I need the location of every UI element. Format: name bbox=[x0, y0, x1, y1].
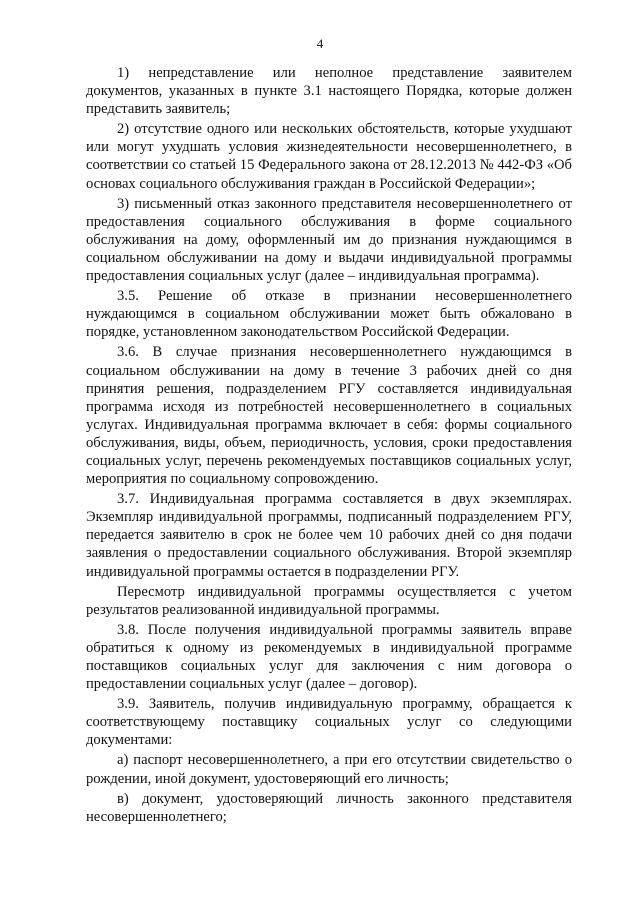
paragraph-item-a: а) паспорт несовершеннолетнего, а при его отсутствии свидетельство о рождении, иной документ, удостоверяющий его личность; bbox=[86, 752, 572, 787]
paragraph-item-3: 3) письменный отказ законного представителя несовершеннолетнего от предоставления социального обслуживания в форме социального обслуживания на дому, оформленный им до признания нуждающимся в социальном обслуживании на дому и выдачи индивидуальной программы предоставления социальных услуг (далее – индивидуальная программа). bbox=[86, 195, 572, 285]
paragraph-3-5: 3.5. Решение об отказе в признании несовершеннолетнего нуждающимся в социальном обслуживании может быть обжаловано в порядке, установленном законодательством Российской Федерации. bbox=[86, 288, 572, 341]
page-number: 4 bbox=[316, 36, 324, 51]
paragraph-item-v: в) документ, удостоверяющий личность законного представителя несовершеннолетнего; bbox=[86, 790, 572, 825]
document-body bbox=[86, 64, 572, 826]
paragraph-3-9: 3.9. Заявитель, получив индивидуальную программу, обращается к соответствующему поставщику социальных услуг со следующими документами: bbox=[86, 696, 572, 749]
paragraph-item-1: 1) непредставление или неполное представление заявителем документов, указанных в пункте 3.1 настоящего Порядка, которые должен представить заявитель; bbox=[86, 65, 572, 118]
paragraph-revision: Пересмотр индивидуальной программы осуществляется с учетом результатов реализованной индивидуальной программы. bbox=[86, 583, 572, 618]
paragraph-3-8: 3.8. После получения индивидуальной программы заявитель вправе обратиться к одному из рекомендуемых в индивидуальной программе поставщиков социальных услуг для заключения с ним договора о предоставлении социальных услуг (далее – договор). bbox=[86, 621, 572, 693]
paragraph-3-6: 3.6. В случае признания несовершеннолетнего нуждающимся в социальном обслуживании на дому в течение 3 рабочих дней со дня принятия решения, подразделением РГУ составляется индивидуальная программа исходя из потребностей несовершеннолетнего в социальных услугах. Индивидуальная программа включает в себя: формы социального обслуживания, виды, объем, периодичность, условия, сроки предоставления социальных услуг, перечень рекомендуемых поставщиков социальных услуг, мероприятия по социальному сопровождению. bbox=[86, 344, 572, 488]
paragraph-item-2: 2) отсутствие одного или нескольких обстоятельств, которые ухудшают или могут ухудшать условия жизнедеятельности несовершеннолетнего, в соответствии со статьей 15 Федерального закона от 28.12.2013 № 442-ФЗ «Об основах социального обслуживания граждан в Российской Федерации»; bbox=[86, 121, 572, 192]
paragraph-3-7: 3.7. Индивидуальная программа составляется в двух экземплярах. Экземпляр индивидуальной программы, подписанный подразделением РГУ, передается заявителю в срок не более чем 10 рабочих дней со дня подачи заявления о предоставлении социального обслуживания. Второй экземпляр индивидуальной программы остается в подразделении РГУ. bbox=[86, 491, 572, 580]
